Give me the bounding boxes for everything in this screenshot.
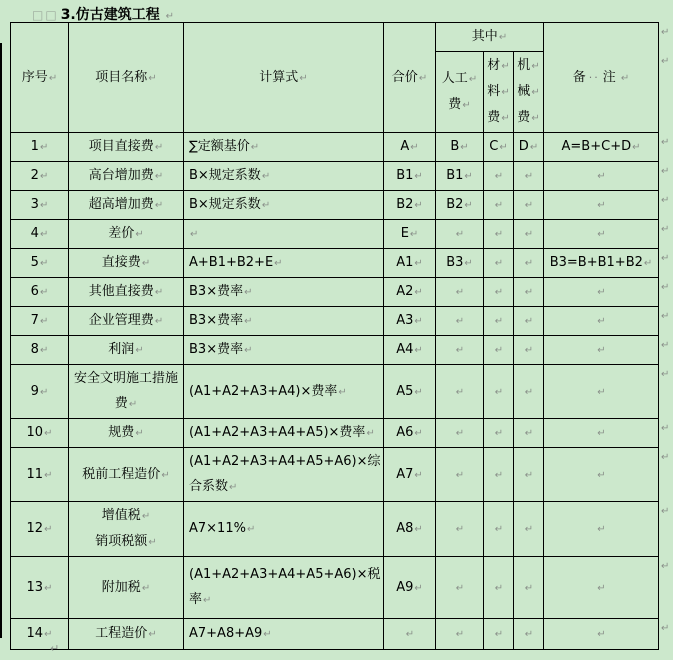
project-name: 安全文明施工措施费↵: [69, 365, 184, 419]
end-of-cell-mark: ↵: [261, 171, 271, 182]
header-remark: [544, 23, 659, 133]
end-of-cell-mark: ↵: [597, 287, 606, 298]
total-price: A1↵: [384, 249, 436, 278]
row-no: 6↵: [11, 278, 69, 307]
project-name: 超高增加费↵: [69, 191, 184, 220]
machine-fee: [514, 220, 544, 249]
machine-fee: [514, 502, 544, 557]
end-of-cell-mark: ↵: [244, 287, 253, 298]
formula: (A1+A2+A3+A4+A5)×费率↵: [184, 419, 384, 448]
end-of-cell-mark: ↵: [494, 316, 504, 327]
machine-fee: [514, 419, 544, 448]
end-of-cell-mark: ↵: [494, 200, 504, 211]
table-row: [11, 162, 659, 191]
formula: [184, 220, 384, 249]
header-labor-fee: 人工↵ 费↵: [436, 52, 484, 133]
material-fee: [484, 162, 514, 191]
end-of-cell-mark: ↵: [154, 200, 164, 211]
end-of-cell-mark: ↵: [161, 469, 170, 481]
row-no: 10↵: [11, 419, 69, 448]
machine-fee: [514, 307, 544, 336]
space-dot-marks: ··: [588, 70, 600, 84]
remark: B3=B+B1+B2↵: [544, 249, 659, 278]
row-no: 8↵: [11, 336, 69, 365]
end-of-cell-mark: ↵: [494, 258, 504, 269]
end-of-cell-mark: ↵: [597, 386, 606, 398]
labor-fee: [436, 502, 484, 557]
table-row: [11, 191, 659, 220]
material-fee: [484, 249, 514, 278]
formula: (A1+A2+A3+A4+A5+A6)×综合系数↵: [184, 448, 384, 502]
end-of-row-mark: ↵: [661, 27, 670, 38]
end-of-row-mark: ↵: [661, 623, 670, 634]
end-of-cell-mark: ↵: [299, 72, 308, 84]
machine-fee: [514, 162, 544, 191]
end-of-row-mark: ↵: [661, 166, 670, 177]
end-of-cell-mark: ↵: [524, 469, 534, 481]
formula: (A1+A2+A3+A4+A5+A6)×税率↵: [184, 557, 384, 619]
end-of-cell-mark: ↵: [203, 595, 212, 606]
end-of-cell-mark: ↵: [597, 345, 606, 356]
end-of-cell-mark: ↵: [494, 229, 504, 240]
table-row: [11, 557, 659, 619]
machine-fee: D↵: [514, 133, 544, 162]
end-of-cell-mark: ↵: [48, 72, 58, 84]
remark: A=B+C+D↵: [544, 133, 659, 162]
end-of-row-mark: ↵: [661, 195, 670, 206]
formula: B×规定系数↵: [184, 191, 384, 220]
row-no: 1↵: [11, 133, 69, 162]
end-of-row-mark: ↵: [661, 282, 670, 293]
end-of-cell-mark: ↵: [524, 524, 534, 535]
project-name: 税前工程造价↵: [69, 448, 184, 502]
labor-fee: [436, 557, 484, 619]
end-of-cell-mark: ↵: [455, 524, 465, 535]
project-name: 企业管理费↵: [69, 307, 184, 336]
end-of-cell-mark: ↵: [529, 142, 539, 153]
fullwidth-space-marks: □□: [32, 8, 59, 22]
row-no: 12↵: [11, 502, 69, 557]
end-of-cell-mark: ↵: [531, 61, 540, 72]
end-of-cell-mark: ↵: [460, 142, 469, 153]
end-of-cell-mark: ↵: [455, 229, 465, 240]
end-of-cell-mark: ↵: [141, 511, 151, 522]
material-fee: [484, 278, 514, 307]
project-name: 其他直接费↵: [69, 278, 184, 307]
header-among-which: 其中↵: [436, 23, 544, 52]
table-row: [11, 448, 659, 502]
document-title: [32, 4, 174, 24]
end-of-cell-mark: ↵: [499, 142, 508, 153]
end-of-cell-mark: ↵: [135, 345, 144, 356]
end-of-cell-mark: ↵: [414, 345, 423, 356]
table-row: [11, 278, 659, 307]
remark: [544, 278, 659, 307]
end-of-cell-mark: ↵: [410, 142, 419, 153]
end-of-cell-mark: ↵: [366, 428, 375, 439]
formula: ∑定额基价↵: [184, 133, 384, 162]
remark: [544, 502, 659, 557]
end-of-cell-mark: ↵: [597, 316, 606, 327]
table-row: [11, 502, 659, 557]
end-of-cell-mark: ↵: [39, 258, 49, 269]
machine-fee: [514, 557, 544, 619]
end-of-cell-mark: ↵: [524, 258, 534, 269]
total-price: A↵: [384, 133, 436, 162]
cost-table-body: [11, 133, 659, 650]
project-name: 直接费↵: [69, 249, 184, 278]
end-of-cell-mark: ↵: [494, 287, 504, 298]
remark: [544, 162, 659, 191]
table-row: [11, 365, 659, 419]
end-of-cell-mark: ↵: [524, 287, 534, 298]
end-of-cell-mark: ↵: [494, 345, 504, 356]
end-of-cell-mark: ↵: [455, 469, 465, 481]
row-no: 7↵: [11, 307, 69, 336]
row-no: 3↵: [11, 191, 69, 220]
total-price: A6↵: [384, 419, 436, 448]
row-no: 11↵: [11, 448, 69, 502]
end-of-cell-mark: ↵: [597, 171, 606, 182]
end-of-cell-mark: ↵: [501, 61, 510, 72]
end-of-cell-mark: ↵: [414, 287, 423, 298]
end-of-document-mark: ↵: [50, 642, 60, 655]
end-of-cell-mark: ↵: [414, 582, 423, 594]
labor-fee: B↵: [436, 133, 484, 162]
end-of-cell-mark: ↵: [531, 87, 540, 98]
end-of-cell-mark: ↵: [128, 399, 138, 410]
labor-fee: [436, 307, 484, 336]
machine-fee: [514, 619, 544, 650]
remark: [544, 307, 659, 336]
end-of-cell-mark: ↵: [229, 482, 238, 493]
total-price: A5↵: [384, 365, 436, 419]
end-of-cell-mark: ↵: [414, 469, 423, 481]
end-of-cell-mark: ↵: [643, 258, 653, 269]
end-of-cell-mark: ↵: [148, 629, 157, 640]
header-remark-left: 备: [572, 69, 586, 85]
end-of-cell-mark: ↵: [494, 428, 504, 439]
end-of-cell-mark: ↵: [524, 316, 534, 327]
end-of-cell-mark: ↵: [464, 258, 473, 269]
remark: [544, 448, 659, 502]
material-fee: [484, 220, 514, 249]
table-row: [11, 619, 659, 650]
end-of-cell-mark: ↵: [524, 229, 534, 240]
machine-fee: [514, 365, 544, 419]
end-of-cell-mark: ↵: [597, 524, 606, 535]
end-of-cell-mark: ↵: [154, 171, 164, 182]
row-no: 5↵: [11, 249, 69, 278]
end-of-cell-mark: ↵: [524, 345, 534, 356]
row-no: 4↵: [11, 220, 69, 249]
row-no: 14↵: [11, 619, 69, 650]
document-title-text: 3.仿古建筑工程: [60, 7, 160, 23]
paragraph-mark: ↵: [620, 72, 630, 84]
project-name: 高台增加费↵: [69, 162, 184, 191]
end-of-cell-mark: ↵: [39, 200, 49, 211]
header-no: 序号↵: [11, 23, 69, 133]
end-of-cell-mark: ↵: [597, 629, 606, 640]
project-name: 利润↵: [69, 336, 184, 365]
material-fee: C↵: [484, 133, 514, 162]
end-of-cell-mark: ↵: [154, 142, 164, 153]
end-of-cell-mark: ↵: [501, 87, 510, 98]
end-of-row-mark: ↵: [661, 369, 670, 380]
row-no: 13↵: [11, 557, 69, 619]
end-of-cell-mark: ↵: [597, 469, 606, 481]
table-row: [11, 307, 659, 336]
end-of-row-mark: ↵: [661, 137, 670, 148]
remark: [544, 336, 659, 365]
end-of-cell-mark: ↵: [263, 629, 272, 640]
material-fee: [484, 307, 514, 336]
end-of-cell-mark: ↵: [597, 582, 606, 594]
end-of-row-mark: ↵: [661, 423, 670, 434]
material-fee: [484, 419, 514, 448]
end-of-cell-mark: ↵: [414, 428, 423, 439]
end-of-cell-mark: ↵: [494, 171, 504, 182]
remark: [544, 419, 659, 448]
machine-fee: [514, 249, 544, 278]
end-of-cell-mark: ↵: [261, 200, 271, 211]
row-no: 9↵: [11, 365, 69, 419]
machine-fee: [514, 278, 544, 307]
end-of-cell-mark: ↵: [455, 386, 465, 398]
end-of-cell-mark: ↵: [597, 200, 606, 211]
formula: B3×费率↵: [184, 278, 384, 307]
end-of-cell-mark: ↵: [455, 629, 465, 640]
end-of-cell-mark: ↵: [414, 258, 423, 269]
formula: B×规定系数↵: [184, 162, 384, 191]
material-fee: [484, 191, 514, 220]
page-text-boundary-line: [0, 43, 2, 638]
remark: [544, 365, 659, 419]
total-price: B1↵: [384, 162, 436, 191]
end-of-cell-mark: ↵: [524, 629, 534, 640]
end-of-cell-mark: ↵: [39, 142, 49, 153]
end-of-cell-mark: ↵: [250, 142, 260, 153]
end-of-cell-mark: ↵: [414, 386, 423, 398]
machine-fee: [514, 336, 544, 365]
end-of-cell-mark: ↵: [524, 582, 534, 594]
cost-calculation-table: [10, 22, 659, 650]
material-fee: [484, 365, 514, 419]
end-of-cell-mark: ↵: [141, 258, 151, 269]
end-of-cell-mark: ↵: [39, 287, 49, 298]
header-total-price: 合价↵: [384, 23, 436, 133]
end-of-cell-mark: ↵: [455, 287, 465, 298]
end-of-cell-mark: ↵: [455, 428, 465, 439]
end-of-cell-mark: ↵: [597, 428, 606, 439]
end-of-cell-mark: ↵: [468, 74, 478, 85]
end-of-cell-mark: ↵: [597, 229, 606, 240]
total-price: A3↵: [384, 307, 436, 336]
end-of-cell-mark: ↵: [418, 72, 428, 84]
remark: [544, 220, 659, 249]
end-of-cell-mark: ↵: [464, 171, 473, 182]
labor-fee: [436, 448, 484, 502]
total-price: [384, 619, 436, 650]
formula: B3×费率↵: [184, 307, 384, 336]
labor-fee: [436, 336, 484, 365]
total-price: B2↵: [384, 191, 436, 220]
total-price: A2↵: [384, 278, 436, 307]
end-of-cell-mark: ↵: [464, 200, 473, 211]
end-of-row-mark: ↵: [661, 506, 670, 517]
table-row: [11, 220, 659, 249]
header-material-fee: 材↵ 料↵ 费↵: [484, 52, 514, 133]
material-fee: [484, 557, 514, 619]
end-of-cell-mark: ↵: [154, 287, 164, 298]
end-of-cell-mark: ↵: [246, 524, 256, 535]
end-of-cell-mark: ↵: [39, 386, 49, 398]
header-remark-right: 注: [602, 69, 616, 85]
end-of-cell-mark: ↵: [44, 629, 53, 640]
end-of-row-mark: ↵: [661, 561, 670, 572]
labor-fee: [436, 278, 484, 307]
end-of-cell-mark: ↵: [524, 200, 534, 211]
formula: A7+A8+A9↵: [184, 619, 384, 650]
end-of-cell-mark: ↵: [148, 537, 157, 548]
end-of-cell-mark: ↵: [244, 345, 253, 356]
formula: (A1+A2+A3+A4)×费率↵: [184, 365, 384, 419]
end-of-cell-mark: ↵: [455, 316, 465, 327]
total-price: A8↵: [384, 502, 436, 557]
formula: B3×费率↵: [184, 336, 384, 365]
labor-fee: [436, 619, 484, 650]
material-fee: [484, 448, 514, 502]
material-fee: [484, 502, 514, 557]
project-name: 项目直接费↵: [69, 133, 184, 162]
end-of-cell-mark: ↵: [501, 113, 510, 124]
end-of-cell-mark: ↵: [148, 72, 157, 84]
end-of-row-mark: ↵: [661, 224, 670, 235]
remark: [544, 191, 659, 220]
end-of-cell-mark: ↵: [531, 113, 540, 124]
labor-fee: [436, 419, 484, 448]
end-of-cell-mark: ↵: [39, 345, 49, 356]
end-of-cell-mark: ↵: [494, 386, 504, 398]
end-of-cell-mark: ↵: [455, 582, 465, 594]
header-row-1: [11, 23, 659, 52]
end-of-cell-mark: ↵: [409, 229, 419, 240]
remark: [544, 557, 659, 619]
end-of-cell-mark: ↵: [494, 582, 504, 594]
end-of-cell-mark: ↵: [524, 386, 534, 398]
end-of-cell-mark: ↵: [135, 229, 144, 240]
end-of-cell-mark: ↵: [141, 582, 151, 594]
labor-fee: B1↵: [436, 162, 484, 191]
end-of-cell-mark: ↵: [154, 316, 164, 327]
end-of-cell-mark: ↵: [244, 316, 253, 327]
end-of-cell-mark: ↵: [455, 345, 465, 356]
project-name: 增值税↵ 销项税额↵: [69, 502, 184, 557]
table-row: [11, 336, 659, 365]
paragraph-mark: ↵: [165, 11, 175, 22]
project-name: 差价↵: [69, 220, 184, 249]
total-price: A7↵: [384, 448, 436, 502]
end-of-row-mark: ↵: [661, 340, 670, 351]
end-of-cell-mark: ↵: [414, 200, 423, 211]
remark: [544, 619, 659, 650]
labor-fee: [436, 365, 484, 419]
end-of-cell-mark: ↵: [44, 469, 53, 481]
end-of-cell-mark: ↵: [39, 316, 49, 327]
end-of-row-mark: ↵: [661, 452, 670, 463]
end-of-cell-mark: ↵: [524, 428, 534, 439]
formula: A+B1+B2+E↵: [184, 249, 384, 278]
end-of-cell-mark: ↵: [462, 100, 471, 111]
end-of-cell-mark: ↵: [414, 524, 423, 535]
total-price: E↵: [384, 220, 436, 249]
total-price: A9↵: [384, 557, 436, 619]
end-of-row-mark: ↵: [661, 253, 670, 264]
header-formula: 计算式↵: [184, 23, 384, 133]
machine-fee: [514, 191, 544, 220]
end-of-cell-mark: ↵: [338, 386, 347, 398]
end-of-row-mark: ↵: [661, 311, 670, 322]
end-of-cell-mark: ↵: [414, 316, 423, 327]
end-of-cell-mark: ↵: [44, 428, 53, 439]
end-of-cell-mark: ↵: [632, 142, 641, 153]
row-no: 2↵: [11, 162, 69, 191]
total-price: A4↵: [384, 336, 436, 365]
table-row: [11, 249, 659, 278]
labor-fee: B3↵: [436, 249, 484, 278]
end-of-row-mark: ↵: [661, 56, 670, 67]
header-project-name: 项目名称↵: [69, 23, 184, 133]
end-of-cell-mark: ↵: [494, 524, 504, 535]
end-of-cell-mark: ↵: [39, 229, 49, 240]
end-of-cell-mark: ↵: [524, 171, 534, 182]
end-of-cell-mark: ↵: [494, 469, 504, 481]
table-row: [11, 419, 659, 448]
end-of-cell-mark: ↵: [135, 428, 144, 439]
formula: A7×11%↵: [184, 502, 384, 557]
labor-fee: B2↵: [436, 191, 484, 220]
end-of-cell-mark: ↵: [494, 629, 504, 640]
table-row: [11, 133, 659, 162]
project-name: 工程造价↵: [69, 619, 184, 650]
end-of-cell-mark: ↵: [39, 171, 49, 182]
material-fee: [484, 619, 514, 650]
end-of-cell-mark: ↵: [498, 32, 508, 43]
end-of-cell-mark: ↵: [190, 229, 199, 240]
end-of-cell-mark: ↵: [44, 524, 53, 535]
project-name: 附加税↵: [69, 557, 184, 619]
end-of-cell-mark: ↵: [44, 582, 53, 594]
machine-fee: [514, 448, 544, 502]
end-of-cell-mark: ↵: [405, 629, 415, 640]
project-name: 规费↵: [69, 419, 184, 448]
end-of-cell-mark: ↵: [274, 258, 283, 269]
labor-fee: [436, 220, 484, 249]
material-fee: [484, 336, 514, 365]
header-machine-fee: 机↵ 械↵ 费↵: [514, 52, 544, 133]
end-of-cell-mark: ↵: [414, 171, 423, 182]
